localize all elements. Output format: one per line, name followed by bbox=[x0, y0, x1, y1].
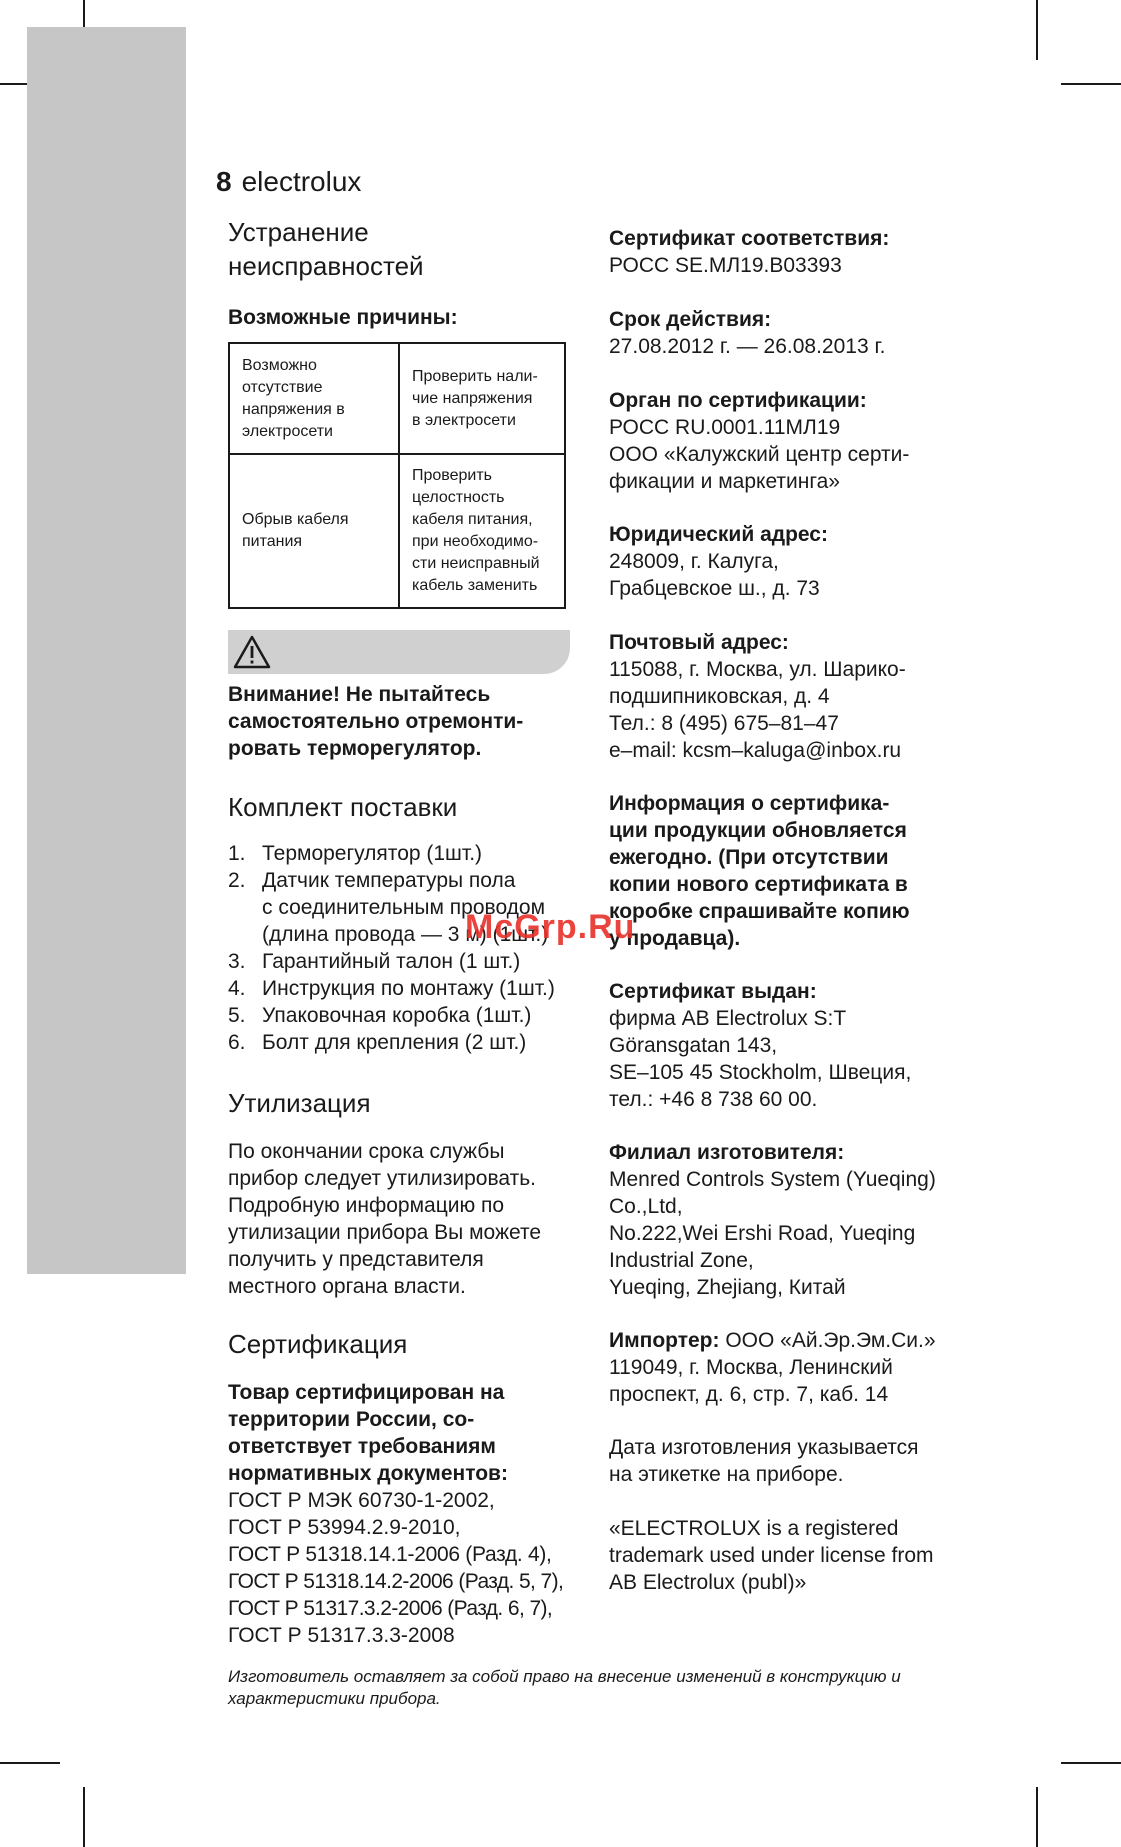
disposal-text bbox=[228, 1138, 541, 1300]
title-line: Устранение bbox=[228, 217, 369, 247]
item-text bbox=[262, 840, 482, 867]
text-line: Товар сертифицирован на bbox=[228, 1381, 505, 1404]
item-text bbox=[262, 1002, 531, 1029]
text-line: Menred Controls System (Yueqing) bbox=[609, 1168, 936, 1191]
cause-cell bbox=[229, 343, 399, 454]
legal-address-block bbox=[609, 521, 1039, 602]
causes-title: Возможные причины: bbox=[228, 306, 458, 329]
cause-cell bbox=[229, 454, 399, 608]
text-line: характеристики прибора. bbox=[228, 1689, 441, 1708]
causes-table bbox=[228, 342, 566, 609]
watermark: McGrp.Ru bbox=[465, 908, 636, 946]
text-line: Co.,Ltd, bbox=[609, 1195, 683, 1218]
text-line: Изготовитель оставляет за собой право на внесение изменений в конструкцию и bbox=[228, 1667, 901, 1686]
crop-mark bbox=[0, 1762, 60, 1764]
block-label: Юридический адрес: bbox=[609, 523, 828, 546]
importer-block bbox=[609, 1327, 1039, 1408]
item-number: 6. bbox=[228, 1031, 246, 1054]
block-label: Орган по сертификации: bbox=[609, 389, 867, 412]
text-line: утилизации прибора Вы можете bbox=[228, 1221, 542, 1244]
item-number: 5. bbox=[228, 1004, 246, 1027]
footer-note bbox=[228, 1666, 988, 1710]
crop-mark bbox=[1061, 83, 1121, 85]
text-line: ГОСТ Р МЭК 60730-1-2002, bbox=[228, 1489, 495, 1512]
text-line: ГОСТ Р 53994.2.9-2010, bbox=[228, 1516, 461, 1539]
cell-line: электросети bbox=[242, 422, 333, 440]
cell-line: при необходимо- bbox=[412, 533, 539, 550]
text-line: Industrial Zone, bbox=[609, 1249, 754, 1272]
postal-address-block bbox=[609, 629, 1039, 764]
text-line: ООО «Калужский центр серти- bbox=[609, 443, 910, 466]
cell-line: Возможно bbox=[242, 356, 317, 374]
list-item bbox=[228, 975, 588, 1002]
item-line: Гарантийный талон (1 шт.) bbox=[262, 950, 521, 973]
item-number: 3. bbox=[228, 950, 246, 973]
text-line: тел.: +46 8 738 60 00. bbox=[609, 1088, 818, 1111]
info-block bbox=[609, 790, 1039, 952]
cell-line: кабеля питания, bbox=[412, 511, 533, 528]
text-line: AB Electrolux (publ)» bbox=[609, 1571, 807, 1594]
item-line: (длина провода — 3 м) (1шт.) bbox=[262, 923, 549, 946]
block-label: Срок действия: bbox=[609, 308, 772, 331]
table-row bbox=[229, 454, 565, 608]
text-line: 27.08.2012 г. — 26.08.2013 г. bbox=[609, 335, 886, 358]
text-line: Тел.: 8 (495) 675–81–47 bbox=[609, 712, 839, 735]
certification-title: Сертификация bbox=[228, 1329, 408, 1359]
crop-mark bbox=[1061, 1762, 1121, 1764]
text-line: получить у представителя bbox=[228, 1248, 484, 1271]
branch-block bbox=[609, 1139, 1039, 1301]
text-line: нормативных документов: bbox=[228, 1462, 508, 1485]
disposal-title: Утилизация bbox=[228, 1088, 371, 1118]
text-line: местного органа власти. bbox=[228, 1275, 466, 1298]
item-number: 4. bbox=[228, 977, 246, 1000]
certification-body-block bbox=[609, 387, 1039, 495]
text-line: SE–105 45 Stockholm, Швеция, bbox=[609, 1061, 912, 1084]
text-line: Грабцевское ш., д. 73 bbox=[609, 577, 820, 600]
cert-block bbox=[609, 225, 1039, 279]
item-text bbox=[262, 1029, 526, 1056]
kit-list bbox=[228, 840, 588, 1056]
block-label: Импортер: bbox=[609, 1329, 720, 1352]
text-line: Göransgatan 143, bbox=[609, 1034, 778, 1057]
warning-line: Внимание! Не пытайтесь bbox=[228, 683, 491, 706]
text-line: ГОСТ Р 51318.14.2-2006 (Разд. 5, 7), bbox=[228, 1570, 564, 1593]
warning-bar bbox=[228, 630, 570, 674]
page-number: 8 bbox=[216, 166, 232, 197]
list-item bbox=[228, 948, 588, 975]
certification-text bbox=[228, 1379, 563, 1649]
action-cell bbox=[399, 454, 565, 608]
text-line: 115088, г. Москва, ул. Шарико- bbox=[609, 658, 906, 681]
item-line: Болт для крепления (2 шт.) bbox=[262, 1031, 527, 1054]
block-label: Сертификат выдан: bbox=[609, 980, 817, 1003]
text-line: копии нового сертификата в bbox=[609, 873, 908, 896]
importer-name: ООО «Ай.Эр.Эм.Си.» bbox=[719, 1329, 936, 1352]
warning-line: самостоятельно отремонти- bbox=[228, 710, 524, 733]
text-line: 119049, г. Москва, Ленинский bbox=[609, 1356, 893, 1379]
troubleshooting-title bbox=[228, 215, 424, 283]
text-line: ГОСТ Р 51318.14.1-2006 (Разд. 4), bbox=[228, 1543, 552, 1566]
text-line: подшипниковская, д. 4 bbox=[609, 685, 830, 708]
list-item bbox=[228, 1029, 588, 1056]
item-text bbox=[262, 948, 520, 975]
text-line: ГОСТ Р 51317.3.3-2008 bbox=[228, 1624, 455, 1647]
text-line: ежегодно. (При отсутствии bbox=[609, 846, 889, 869]
issued-block bbox=[609, 978, 1039, 1113]
text-line: у продавца). bbox=[609, 927, 741, 950]
crop-mark bbox=[83, 1787, 85, 1847]
title-line: неисправностей bbox=[228, 251, 424, 281]
warning-triangle-icon bbox=[232, 634, 272, 670]
block-label: Почтовый адрес: bbox=[609, 631, 789, 654]
warning-line: ровать терморегулятор. bbox=[228, 737, 482, 760]
item-line: Упаковочная коробка (1шт.) bbox=[262, 1004, 532, 1027]
cell-line: целостность bbox=[412, 489, 505, 506]
warning-text bbox=[228, 681, 523, 762]
text-line: территории России, со- bbox=[228, 1408, 475, 1431]
text-line: Информация о сертифика- bbox=[609, 792, 890, 815]
trademark-block bbox=[609, 1515, 1039, 1596]
item-number: 2. bbox=[228, 869, 246, 892]
table-row bbox=[229, 343, 565, 454]
kit-title: Комплект поставки bbox=[228, 792, 458, 822]
gray-sidebar bbox=[27, 27, 186, 1274]
list-item bbox=[228, 840, 588, 867]
page-header bbox=[216, 166, 361, 198]
list-item bbox=[228, 1002, 588, 1029]
text-line: Подробную информацию по bbox=[228, 1194, 505, 1217]
text-line: проспект, д. 6, стр. 7, каб. 14 bbox=[609, 1383, 889, 1406]
cell-line: питания bbox=[242, 533, 303, 550]
text-line: РОСС RU.0001.11МЛ19 bbox=[609, 416, 841, 439]
cell-line: кабель заменить bbox=[412, 577, 538, 594]
text-line: прибор следует утилизировать. bbox=[228, 1167, 537, 1190]
text-line: РОСС SE.МЛ19.В03393 bbox=[609, 254, 842, 277]
text-line: ции продукции обновляется bbox=[609, 819, 907, 842]
text-line: коробке спрашивайте копию bbox=[609, 900, 910, 923]
cell-line: в электросети bbox=[412, 411, 516, 429]
text-line: фикации и маркетинга» bbox=[609, 470, 840, 493]
text-line: фирма AB Electrolux S:T bbox=[609, 1007, 847, 1030]
text-line bbox=[609, 1327, 1039, 1354]
text-line: 248009, г. Калуга, bbox=[609, 550, 779, 573]
text-line: Дата изготовления указывается bbox=[609, 1436, 919, 1459]
cell-line: Проверить bbox=[412, 467, 493, 484]
item-line: Инструкция по монтажу (1шт.) bbox=[262, 977, 555, 1000]
text-line: trademark used under license from bbox=[609, 1544, 934, 1567]
text-line: e–mail: kcsm–kaluga@inbox.ru bbox=[609, 739, 902, 762]
item-line: Датчик температуры пола bbox=[262, 869, 516, 892]
text-line: Yueqing, Zhejiang, Китай bbox=[609, 1276, 846, 1299]
cell-line: чие напряжения bbox=[412, 389, 533, 407]
text-line: «ELECTROLUX is a registered bbox=[609, 1517, 899, 1540]
cell-line: Обрыв кабеля bbox=[242, 511, 349, 528]
crop-mark bbox=[1036, 1787, 1038, 1847]
text-line: на этикетке на приборе. bbox=[609, 1463, 844, 1486]
validity-block bbox=[609, 306, 1039, 360]
action-cell bbox=[399, 343, 565, 454]
text-line: ответствует требованиям bbox=[228, 1435, 496, 1458]
text-line: ГОСТ Р 51317.3.2-2006 (Разд. 6, 7), bbox=[228, 1597, 553, 1620]
text-line: По окончании срока службы bbox=[228, 1140, 505, 1163]
item-line: Терморегулятор (1шт.) bbox=[262, 842, 483, 865]
text-line: No.222,Wei Ershi Road, Yueqing bbox=[609, 1222, 916, 1245]
cell-line: сти неисправный bbox=[412, 555, 540, 572]
cell-line: напряжения в bbox=[242, 400, 345, 418]
cell-line: отсутствие bbox=[242, 378, 323, 396]
block-label: Филиал изготовителя: bbox=[609, 1141, 845, 1164]
date-note-block bbox=[609, 1434, 1039, 1488]
item-line: с соединительным проводом bbox=[262, 896, 546, 919]
crop-mark bbox=[1036, 0, 1038, 60]
brand-name: electrolux bbox=[241, 166, 362, 197]
block-label: Сертификат соответствия: bbox=[609, 227, 890, 250]
cell-line: Проверить нали- bbox=[412, 367, 538, 385]
item-number: 1. bbox=[228, 842, 246, 865]
item-text bbox=[262, 975, 555, 1002]
